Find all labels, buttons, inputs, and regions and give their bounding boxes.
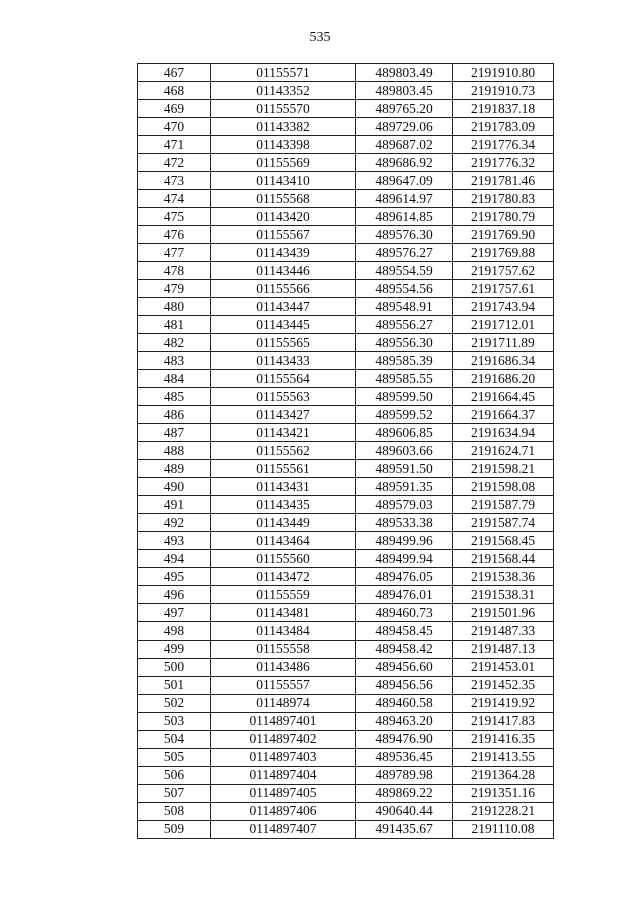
point-id-cell: 01155558 (211, 640, 356, 658)
x-coordinate-cell: 489803.49 (356, 64, 453, 82)
table-row (138, 766, 554, 784)
y-coordinate-cell: 2191452.35 (453, 676, 554, 694)
row-number-cell: 507 (138, 784, 211, 802)
x-coordinate-cell: 489599.50 (356, 388, 453, 406)
point-id-cell: 01143435 (211, 496, 356, 514)
row-number-cell: 502 (138, 694, 211, 712)
row-number-cell: 489 (138, 460, 211, 478)
point-id-cell: 0114897401 (211, 712, 356, 730)
row-number-cell: 485 (138, 388, 211, 406)
y-coordinate-cell: 2191419.92 (453, 694, 554, 712)
table-row (138, 118, 554, 136)
row-number-cell: 478 (138, 262, 211, 280)
y-coordinate-cell: 2191686.20 (453, 370, 554, 388)
x-coordinate-cell: 489460.58 (356, 694, 453, 712)
point-id-cell: 01143398 (211, 136, 356, 154)
x-coordinate-cell: 489456.60 (356, 658, 453, 676)
row-number-cell: 477 (138, 244, 211, 262)
coordinates-table (137, 63, 554, 839)
y-coordinate-cell: 2191664.37 (453, 406, 554, 424)
row-number-cell: 481 (138, 316, 211, 334)
y-coordinate-cell: 2191634.94 (453, 424, 554, 442)
table-row (138, 442, 554, 460)
table-row (138, 280, 554, 298)
table-row (138, 244, 554, 262)
x-coordinate-cell: 489499.96 (356, 532, 453, 550)
table-row (138, 406, 554, 424)
y-coordinate-cell: 2191364.28 (453, 766, 554, 784)
row-number-cell: 486 (138, 406, 211, 424)
point-id-cell: 01155565 (211, 334, 356, 352)
table-row (138, 820, 554, 838)
point-id-cell: 01143421 (211, 424, 356, 442)
point-id-cell: 01143431 (211, 478, 356, 496)
table-row (138, 622, 554, 640)
table-row (138, 730, 554, 748)
x-coordinate-cell: 489548.91 (356, 298, 453, 316)
row-number-cell: 505 (138, 748, 211, 766)
x-coordinate-cell: 489647.09 (356, 172, 453, 190)
x-coordinate-cell: 489554.59 (356, 262, 453, 280)
y-coordinate-cell: 2191776.32 (453, 154, 554, 172)
y-coordinate-cell: 2191712.01 (453, 316, 554, 334)
y-coordinate-cell: 2191743.94 (453, 298, 554, 316)
row-number-cell: 482 (138, 334, 211, 352)
x-coordinate-cell: 489576.30 (356, 226, 453, 244)
y-coordinate-cell: 2191598.21 (453, 460, 554, 478)
y-coordinate-cell: 2191487.13 (453, 640, 554, 658)
y-coordinate-cell: 2191776.34 (453, 136, 554, 154)
row-number-cell: 494 (138, 550, 211, 568)
x-coordinate-cell: 489789.98 (356, 766, 453, 784)
point-id-cell: 01155566 (211, 280, 356, 298)
y-coordinate-cell: 2191417.83 (453, 712, 554, 730)
table-row (138, 460, 554, 478)
x-coordinate-cell: 489729.06 (356, 118, 453, 136)
point-id-cell: 01143464 (211, 532, 356, 550)
x-coordinate-cell: 489803.45 (356, 82, 453, 100)
point-id-cell: 01143439 (211, 244, 356, 262)
point-id-cell: 01155559 (211, 586, 356, 604)
table-row (138, 532, 554, 550)
x-coordinate-cell: 489603.66 (356, 442, 453, 460)
y-coordinate-cell: 2191783.09 (453, 118, 554, 136)
point-id-cell: 01155563 (211, 388, 356, 406)
y-coordinate-cell: 2191624.71 (453, 442, 554, 460)
point-id-cell: 01148974 (211, 694, 356, 712)
row-number-cell: 492 (138, 514, 211, 532)
x-coordinate-cell: 489458.45 (356, 622, 453, 640)
table-row (138, 514, 554, 532)
point-id-cell: 01143445 (211, 316, 356, 334)
y-coordinate-cell: 2191416.35 (453, 730, 554, 748)
x-coordinate-cell: 489614.85 (356, 208, 453, 226)
point-id-cell: 01143447 (211, 298, 356, 316)
row-number-cell: 506 (138, 766, 211, 784)
y-coordinate-cell: 2191413.55 (453, 748, 554, 766)
x-coordinate-cell: 489463.20 (356, 712, 453, 730)
table-row (138, 262, 554, 280)
y-coordinate-cell: 2191453.01 (453, 658, 554, 676)
x-coordinate-cell: 489476.90 (356, 730, 453, 748)
table-row (138, 370, 554, 388)
point-id-cell: 01143446 (211, 262, 356, 280)
y-coordinate-cell: 2191780.79 (453, 208, 554, 226)
table-row (138, 388, 554, 406)
y-coordinate-cell: 2191910.80 (453, 64, 554, 82)
y-coordinate-cell: 2191664.45 (453, 388, 554, 406)
point-id-cell: 01143481 (211, 604, 356, 622)
table-row (138, 136, 554, 154)
row-number-cell: 488 (138, 442, 211, 460)
row-number-cell: 509 (138, 820, 211, 838)
y-coordinate-cell: 2191780.83 (453, 190, 554, 208)
row-number-cell: 495 (138, 568, 211, 586)
x-coordinate-cell: 489591.50 (356, 460, 453, 478)
table-row (138, 64, 554, 82)
point-id-cell: 01143427 (211, 406, 356, 424)
table-row (138, 352, 554, 370)
x-coordinate-cell: 489585.39 (356, 352, 453, 370)
y-coordinate-cell: 2191837.18 (453, 100, 554, 118)
row-number-cell: 480 (138, 298, 211, 316)
table-row (138, 604, 554, 622)
table-row (138, 550, 554, 568)
y-coordinate-cell: 2191711.89 (453, 334, 554, 352)
point-id-cell: 0114897404 (211, 766, 356, 784)
point-id-cell: 01143486 (211, 658, 356, 676)
row-number-cell: 474 (138, 190, 211, 208)
row-number-cell: 467 (138, 64, 211, 82)
point-id-cell: 0114897407 (211, 820, 356, 838)
y-coordinate-cell: 2191587.74 (453, 514, 554, 532)
point-id-cell: 01155571 (211, 64, 356, 82)
point-id-cell: 01155567 (211, 226, 356, 244)
row-number-cell: 473 (138, 172, 211, 190)
table-row (138, 568, 554, 586)
point-id-cell: 0114897406 (211, 802, 356, 820)
point-id-cell: 01155557 (211, 676, 356, 694)
table-body (138, 64, 554, 839)
row-number-cell: 493 (138, 532, 211, 550)
table-row (138, 586, 554, 604)
x-coordinate-cell: 489614.97 (356, 190, 453, 208)
point-id-cell: 0114897405 (211, 784, 356, 802)
row-number-cell: 496 (138, 586, 211, 604)
x-coordinate-cell: 489556.30 (356, 334, 453, 352)
table-row (138, 208, 554, 226)
row-number-cell: 501 (138, 676, 211, 694)
row-number-cell: 499 (138, 640, 211, 658)
x-coordinate-cell: 489869.22 (356, 784, 453, 802)
x-coordinate-cell: 489476.01 (356, 586, 453, 604)
row-number-cell: 508 (138, 802, 211, 820)
row-number-cell: 468 (138, 82, 211, 100)
table-row (138, 424, 554, 442)
y-coordinate-cell: 2191686.34 (453, 352, 554, 370)
x-coordinate-cell: 489579.03 (356, 496, 453, 514)
x-coordinate-cell: 489686.92 (356, 154, 453, 172)
row-number-cell: 476 (138, 226, 211, 244)
x-coordinate-cell: 489460.73 (356, 604, 453, 622)
y-coordinate-cell: 2191487.33 (453, 622, 554, 640)
point-id-cell: 01143472 (211, 568, 356, 586)
point-id-cell: 0114897403 (211, 748, 356, 766)
table-row (138, 100, 554, 118)
row-number-cell: 487 (138, 424, 211, 442)
point-id-cell: 0114897402 (211, 730, 356, 748)
table-row (138, 154, 554, 172)
y-coordinate-cell: 2191568.44 (453, 550, 554, 568)
row-number-cell: 498 (138, 622, 211, 640)
row-number-cell: 472 (138, 154, 211, 172)
x-coordinate-cell: 489591.35 (356, 478, 453, 496)
y-coordinate-cell: 2191769.90 (453, 226, 554, 244)
table-row (138, 712, 554, 730)
y-coordinate-cell: 2191598.08 (453, 478, 554, 496)
page-number: 535 (309, 30, 331, 45)
x-coordinate-cell: 489554.56 (356, 280, 453, 298)
point-id-cell: 01143484 (211, 622, 356, 640)
point-id-cell: 01143410 (211, 172, 356, 190)
row-number-cell: 500 (138, 658, 211, 676)
table-row (138, 316, 554, 334)
x-coordinate-cell: 489533.38 (356, 514, 453, 532)
table-row (138, 784, 554, 802)
point-id-cell: 01143433 (211, 352, 356, 370)
row-number-cell: 497 (138, 604, 211, 622)
y-coordinate-cell: 2191769.88 (453, 244, 554, 262)
y-coordinate-cell: 2191757.61 (453, 280, 554, 298)
point-id-cell: 01143382 (211, 118, 356, 136)
y-coordinate-cell: 2191781.46 (453, 172, 554, 190)
x-coordinate-cell: 489536.45 (356, 748, 453, 766)
table-row (138, 172, 554, 190)
row-number-cell: 504 (138, 730, 211, 748)
point-id-cell: 01143420 (211, 208, 356, 226)
x-coordinate-cell: 490640.44 (356, 802, 453, 820)
point-id-cell: 01155570 (211, 100, 356, 118)
point-id-cell: 01155562 (211, 442, 356, 460)
x-coordinate-cell: 489556.27 (356, 316, 453, 334)
x-coordinate-cell: 489476.05 (356, 568, 453, 586)
table-row (138, 478, 554, 496)
row-number-cell: 503 (138, 712, 211, 730)
row-number-cell: 484 (138, 370, 211, 388)
table-row (138, 334, 554, 352)
row-number-cell: 483 (138, 352, 211, 370)
x-coordinate-cell: 489687.02 (356, 136, 453, 154)
row-number-cell: 490 (138, 478, 211, 496)
table-row (138, 640, 554, 658)
table-row (138, 658, 554, 676)
y-coordinate-cell: 2191110.08 (453, 820, 554, 838)
table-row (138, 190, 554, 208)
point-id-cell: 01155560 (211, 550, 356, 568)
table-row (138, 82, 554, 100)
x-coordinate-cell: 489606.85 (356, 424, 453, 442)
y-coordinate-cell: 2191757.62 (453, 262, 554, 280)
y-coordinate-cell: 2191228.21 (453, 802, 554, 820)
y-coordinate-cell: 2191538.31 (453, 586, 554, 604)
table-row (138, 802, 554, 820)
point-id-cell: 01155561 (211, 460, 356, 478)
x-coordinate-cell: 489458.42 (356, 640, 453, 658)
x-coordinate-cell: 489599.52 (356, 406, 453, 424)
x-coordinate-cell: 489765.20 (356, 100, 453, 118)
row-number-cell: 491 (138, 496, 211, 514)
row-number-cell: 479 (138, 280, 211, 298)
x-coordinate-cell: 489499.94 (356, 550, 453, 568)
y-coordinate-cell: 2191351.16 (453, 784, 554, 802)
y-coordinate-cell: 2191568.45 (453, 532, 554, 550)
y-coordinate-cell: 2191501.96 (453, 604, 554, 622)
row-number-cell: 475 (138, 208, 211, 226)
y-coordinate-cell: 2191910.73 (453, 82, 554, 100)
row-number-cell: 471 (138, 136, 211, 154)
y-coordinate-cell: 2191538.36 (453, 568, 554, 586)
table-row (138, 298, 554, 316)
table-row (138, 748, 554, 766)
table-row (138, 496, 554, 514)
row-number-cell: 469 (138, 100, 211, 118)
x-coordinate-cell: 489585.55 (356, 370, 453, 388)
y-coordinate-cell: 2191587.79 (453, 496, 554, 514)
table-row (138, 694, 554, 712)
table-row (138, 226, 554, 244)
x-coordinate-cell: 489576.27 (356, 244, 453, 262)
row-number-cell: 470 (138, 118, 211, 136)
point-id-cell: 01155568 (211, 190, 356, 208)
point-id-cell: 01155564 (211, 370, 356, 388)
point-id-cell: 01143449 (211, 514, 356, 532)
x-coordinate-cell: 491435.67 (356, 820, 453, 838)
point-id-cell: 01155569 (211, 154, 356, 172)
point-id-cell: 01143352 (211, 82, 356, 100)
table-row (138, 676, 554, 694)
x-coordinate-cell: 489456.56 (356, 676, 453, 694)
